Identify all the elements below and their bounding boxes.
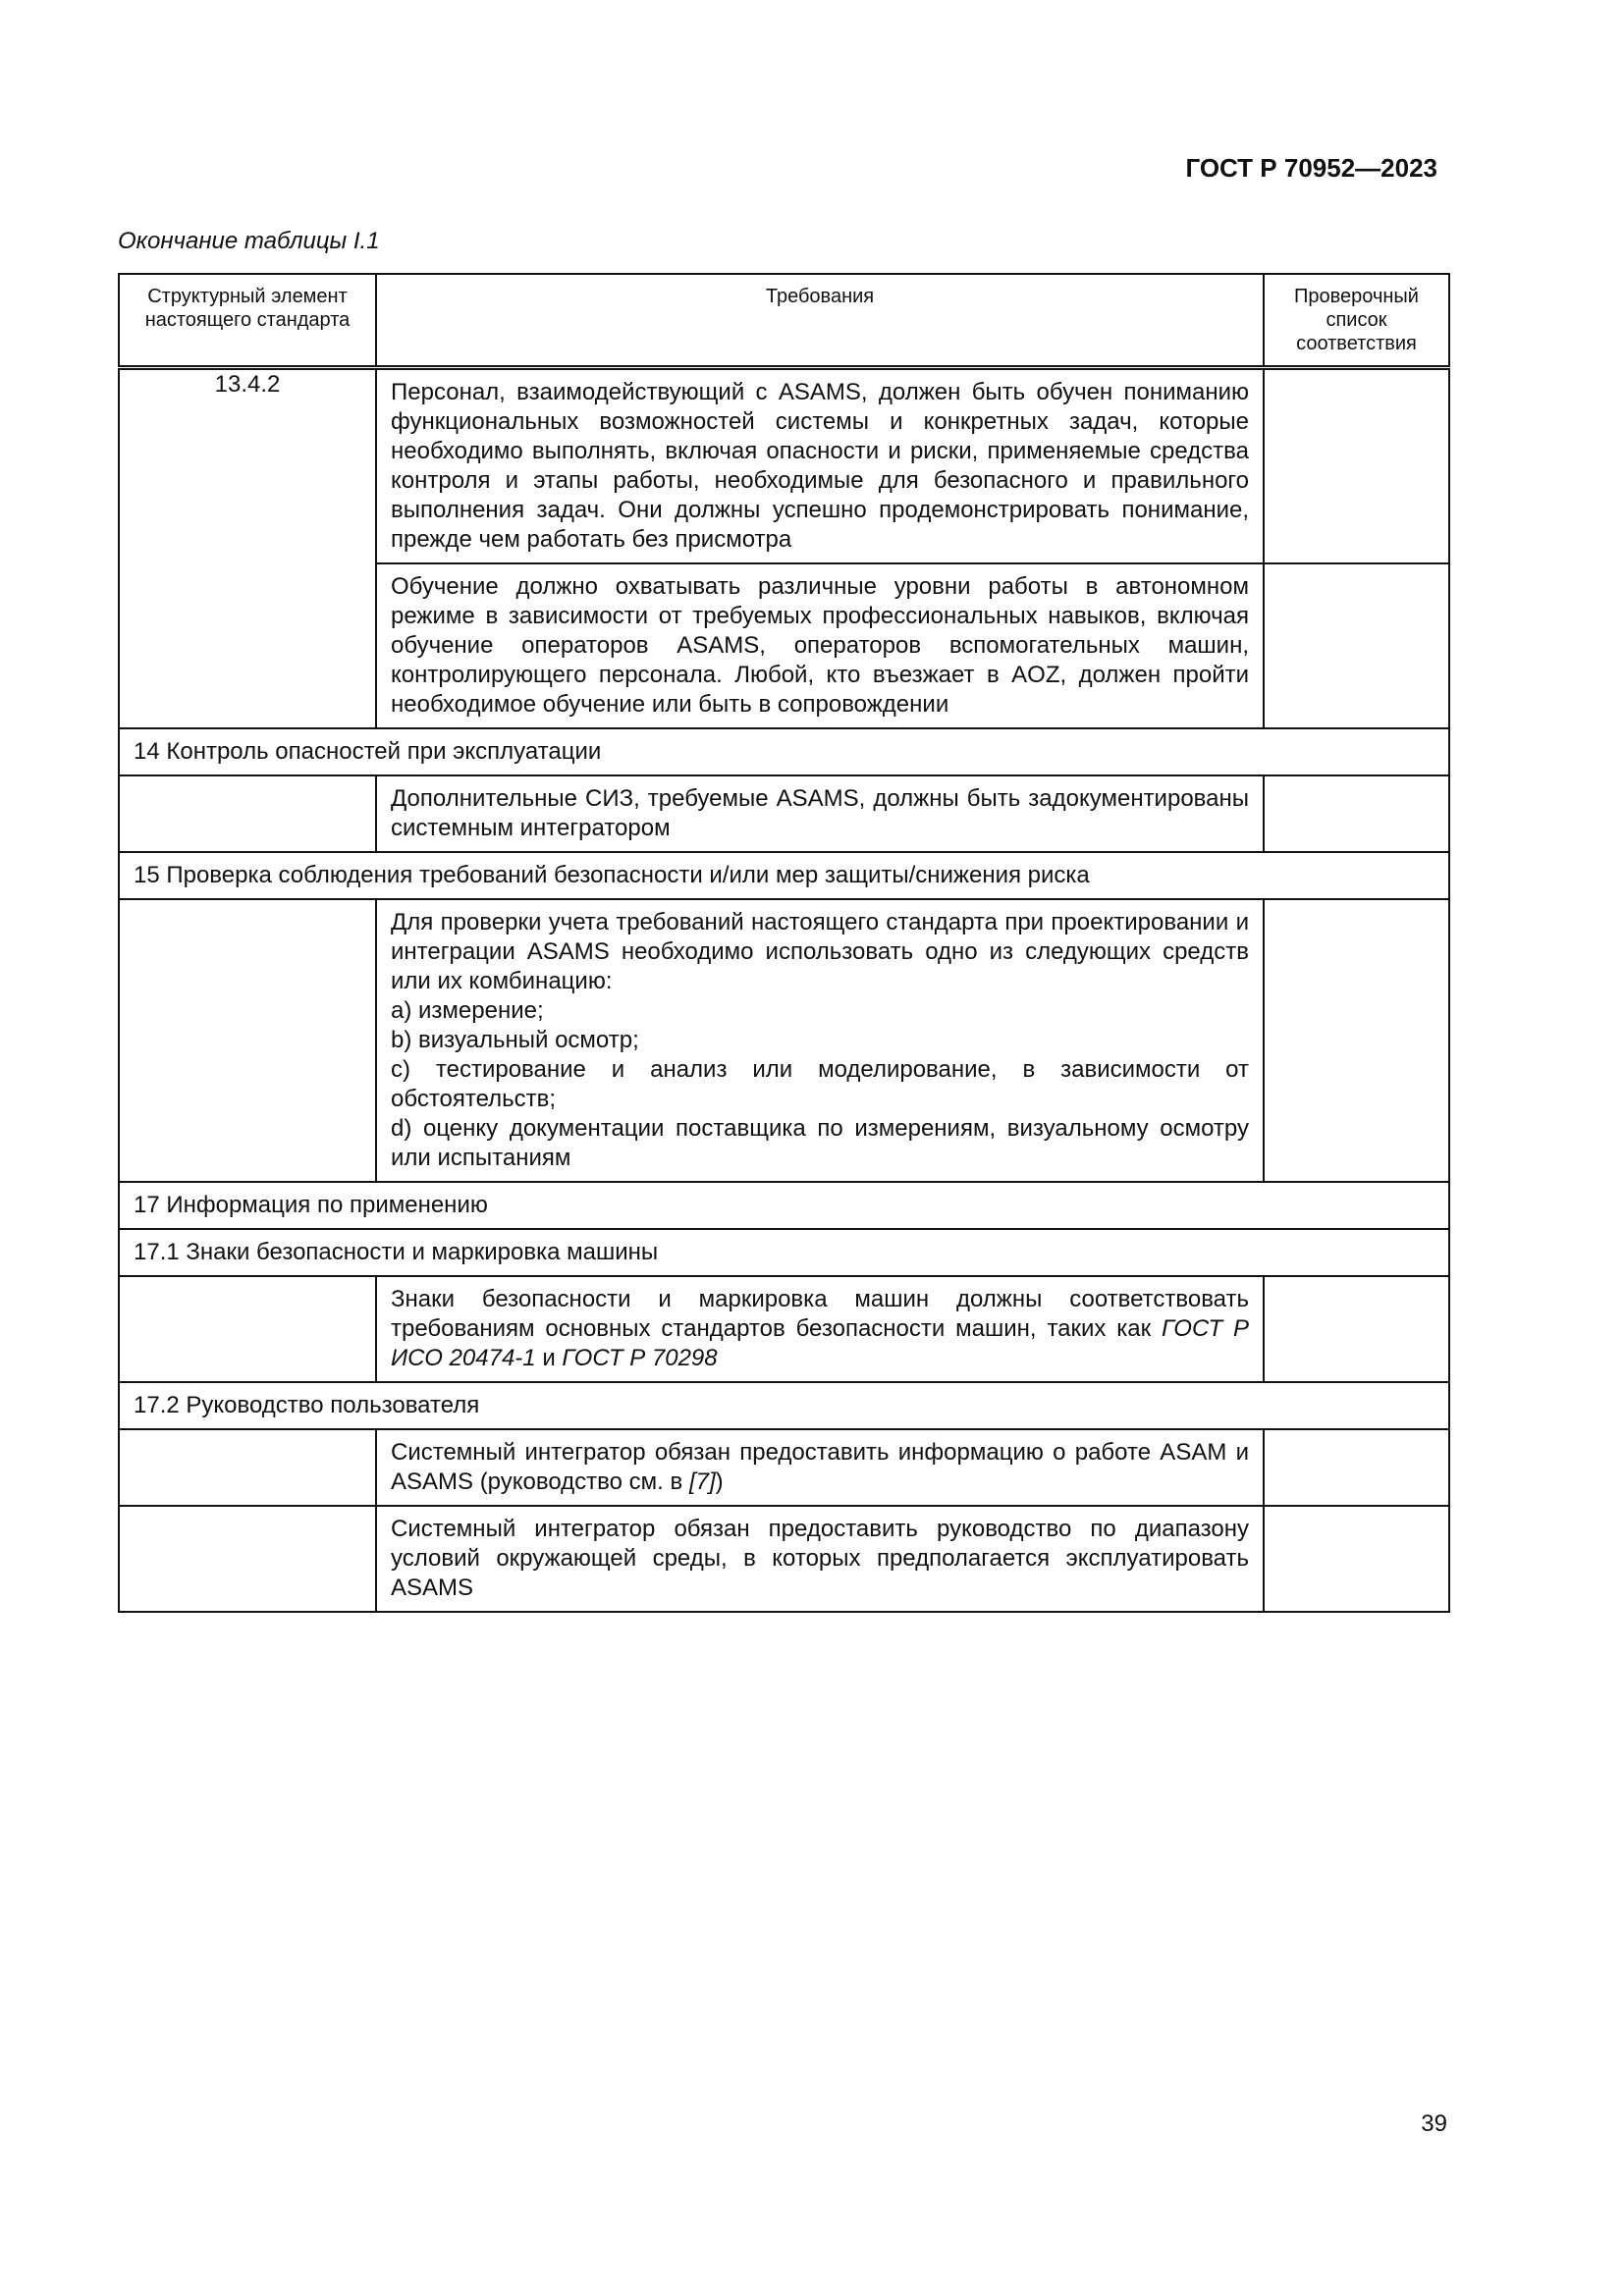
checklist-cell: [1264, 1276, 1449, 1382]
standard-reference: ГОСТ Р ИСО 20474-1: [391, 1315, 1249, 1371]
table-row: [119, 1429, 1449, 1506]
element-number: [119, 899, 376, 1182]
closing-paren: ): [715, 1468, 724, 1495]
conjunction: и: [535, 1345, 563, 1371]
table-row: [119, 899, 1449, 1182]
section-row: [119, 1229, 1449, 1276]
requirement-text: [376, 1276, 1264, 1382]
checklist-cell: [1264, 563, 1449, 728]
checklist-cell: [1264, 368, 1449, 564]
list-item: a) измерение;: [391, 997, 544, 1024]
table-caption: Окончание таблицы I.1: [118, 228, 380, 254]
column-header-requirements: Требования: [376, 274, 1264, 368]
column-header-element: Структурный элемент настоящего стандарта: [119, 274, 376, 368]
section-heading: 14 Контроль опасностей при эксплуатации: [119, 728, 1449, 775]
standard-reference: ГОСТ Р 70298: [562, 1345, 718, 1371]
list-item: c) тестирование и анализ или моделирование, в зависимости от обстоятельств;: [391, 1056, 1249, 1112]
list-item: d) оценку документации поставщика по измерениям, визуальному осмотру или испытаниям: [391, 1115, 1249, 1171]
element-number: [119, 775, 376, 852]
table-row: [119, 1506, 1449, 1612]
element-number: [119, 1506, 376, 1612]
checklist-cell: [1264, 775, 1449, 852]
requirement-intro: Для проверки учета требований настоящего стандарта при проектировании и интеграции ASAMS необходимо использовать одно из следующих средств или их комбинацию:: [391, 909, 1249, 994]
section-heading: 17.2 Руководство пользователя: [119, 1382, 1449, 1429]
requirement-text: Персонал, взаимодействующий с ASAMS, должен быть обучен пониманию функциональных возможностей системы и конкретных задач, которые необходимо выполнять, включая опасности и риски, применяемые средства контроля и этапы работы, необходимые для безопасного и правильного выполнения задач. Они должны успешно продемонстрировать понимание, прежде чем работать без присмотра: [376, 368, 1264, 564]
requirements-table: [118, 273, 1450, 1613]
element-number: [119, 1276, 376, 1382]
section-heading: 15 Проверка соблюдения требований безопасности и/или мер защиты/снижения риска: [119, 852, 1449, 899]
table-row: [119, 1276, 1449, 1382]
requirement-body: Системный интегратор обязан предоставить информацию о работе ASAM и ASAMS (руководство см. в: [391, 1439, 1249, 1495]
table-row: [119, 368, 1449, 564]
table-row: [119, 775, 1449, 852]
requirement-text: Дополнительные СИЗ, требуемые ASAMS, должны быть задокументированы системным интегратором: [376, 775, 1264, 852]
requirement-text: Системный интегратор обязан предоставить руководство по диапазону условий окружающей среды, в которых предполагается эксплуатировать ASAMS: [376, 1506, 1264, 1612]
checklist-cell: [1264, 1506, 1449, 1612]
requirement-text: [376, 899, 1264, 1182]
bibliography-reference: [7]: [688, 1468, 716, 1495]
requirement-text: Обучение должно охватывать различные уровни работы в автономном режиме в зависимости от требуемых профессиональных навыков, включая обучение операторов ASAMS, операторов вспомогательных машин, контролирующего персонала. Любой, кто въезжает в AOZ, должен пройти необходимое обучение или быть в сопровождении: [376, 563, 1264, 728]
column-header-checklist: Проверочный список соответствия: [1264, 274, 1449, 368]
table-header-row: [119, 274, 1449, 368]
requirement-body: Знаки безопасности и маркировка машин должны соответствовать требованиям основных стандартов безопасности машин, таких как: [391, 1286, 1249, 1342]
list-item: b) визуальный осмотр;: [391, 1027, 639, 1053]
checklist-cell: [1264, 1429, 1449, 1506]
checklist-cell: [1264, 899, 1449, 1182]
element-number: [119, 1429, 376, 1506]
section-row: [119, 852, 1449, 899]
section-row: [119, 728, 1449, 775]
requirement-text: [376, 1429, 1264, 1506]
section-row: [119, 1182, 1449, 1229]
section-heading: 17 Информация по применению: [119, 1182, 1449, 1229]
element-number: 13.4.2: [119, 368, 376, 729]
section-row: [119, 1382, 1449, 1429]
document-code: ГОСТ Р 70952—2023: [1185, 153, 1437, 183]
page-number: 39: [1421, 2110, 1447, 2137]
section-heading: 17.1 Знаки безопасности и маркировка машины: [119, 1229, 1449, 1276]
